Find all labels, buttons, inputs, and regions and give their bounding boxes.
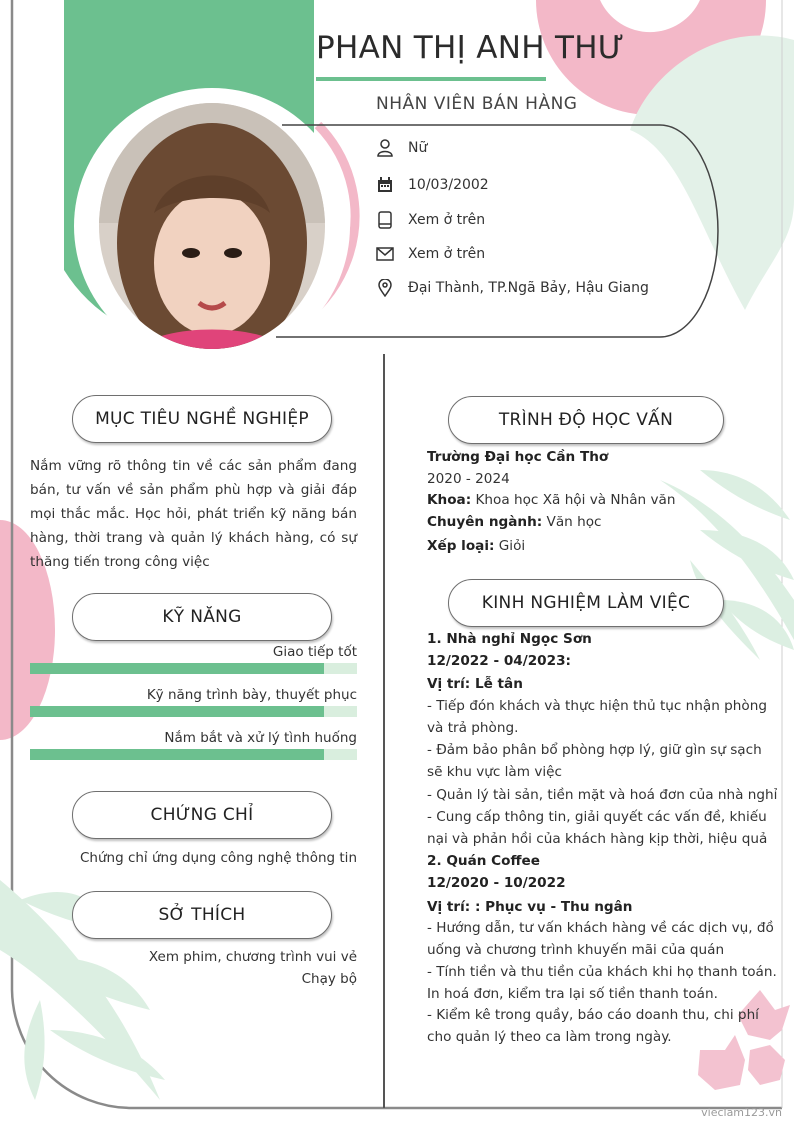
job-duty-line: In hoá đơn, kiểm tra lại số tiền thanh toán. [427,986,718,1002]
job-duty-line: - Đảm bảo phân bổ phòng hợp lý, giữ gìn sự sạch [427,742,762,758]
education-heading: TRÌNH ĐỘ HỌC VẤN [448,396,724,444]
skill-label: Giao tiếp tốt [272,644,357,660]
skill-bar-fill [30,749,324,760]
name-underline [316,77,546,81]
contact-gender [376,139,427,157]
mail-icon [376,245,394,263]
job-duty-line: - Tiếp đón khách và thực hiện thủ tục nhận phòng [427,698,767,714]
job-company: 2. Quán Coffee [427,853,540,869]
skill-label: Kỹ năng trình bày, thuyết phục [146,687,357,703]
job-duty-line: - Hướng dẫn, tư vấn khách hàng về các dịch vụ, đồ [427,920,774,936]
job-duty-line: - Quản lý tài sản, tiền mặt và hoá đơn của nhà nghỉ [427,787,778,803]
job-duty-line: uống và chương trình khuyến mãi của quán [427,942,725,958]
job-role: Vị trí: : Phục vụ - Thu ngân [427,899,633,915]
job-duty-line: - Cung cấp thông tin, giải quyết các vấn đề, khiếu [427,809,767,825]
education-years: 2020 - 2024 [427,471,510,487]
skills-heading: KỸ NĂNG [72,593,332,641]
experience-heading: KINH NGHIỆM LÀM VIỆC [448,579,724,627]
skill-bar-fill [30,663,324,674]
hobbies-heading: SỞ THÍCH [72,891,332,939]
job-duty-line: - Tính tiền và thu tiền của khách khi họ thanh toán. [427,964,777,980]
certificates-heading: CHỨNG CHỈ [72,791,332,839]
skill-bar-fill [30,706,324,717]
skill-label: Nắm bắt và xử lý tình huống [164,730,357,746]
objective-text: Nắm vững rõ thông tin về các sản phẩm đang bán, tư vấn về sản phẩm phù hợp và giải đáp mọi thắc mắc. Học hỏi, phát triển kỹ năng bán hàng, thời trang và quản lý khách hàng, có sự thăng tiến trong công việc [30,458,357,570]
address-value: Đại Thành, TP.Ngã Bảy, Hậu Giang [408,280,649,296]
contact-birthday [376,176,489,194]
job-duty-line: nại và phản hồi của khách hàng kịp thời, hiệu quả [427,831,768,847]
job-duty-line: cho quản lý theo ca làm trong ngày. [427,1029,672,1045]
contact-address [376,279,649,297]
certificate-item: Chứng chỉ ứng dụng công nghệ thông tin [80,850,357,866]
portrait-image [99,103,325,349]
job-role: Vị trí: Lễ tân [427,676,523,692]
candidate-name: PHAN THỊ ANH THƯ [316,30,625,66]
gender-value: Nữ [408,140,428,156]
job-duty-line: - Kiểm kê trong quầy, báo cáo doanh thu, chi phí [427,1007,759,1023]
job-company: 1. Nhà nghỉ Ngọc Sơn [427,631,592,647]
skill-bar [30,663,357,674]
objective-heading: MỤC TIÊU NGHỀ NGHIỆP [72,395,332,443]
job-duty-line: và trả phòng. [427,720,519,736]
calendar-icon [376,176,394,194]
job-title: NHÂN VIÊN BÁN HÀNG [376,94,578,114]
job-period: 12/2022 - 04/2023: [427,653,571,669]
education-faculty: Khoa: Khoa học Xã hội và Nhân văn [427,492,676,508]
contact-email [376,245,485,263]
skill-bar [30,749,357,760]
hobby-item: Chạy bộ [301,971,357,987]
contact-phone [376,211,485,229]
phone-value: Xem ở trên [408,212,486,228]
profile-photo [99,103,325,349]
education-rank: Xếp loại: Giỏi [427,538,526,554]
education-school: Trường Đại học Cần Thơ [427,449,609,465]
location-icon [376,279,394,297]
job-duty-line: sẽ khu vực làm việc [427,764,562,780]
email-value: Xem ở trên [408,246,486,262]
birthday-value: 10/03/2002 [408,177,489,193]
job-period: 12/2020 - 10/2022 [427,875,566,891]
watermark: vieclam123.vn [701,1106,782,1119]
hobby-item: Xem phim, chương trình vui vẻ [148,949,357,965]
person-icon [376,139,394,157]
skill-bar [30,706,357,717]
phone-icon [376,211,394,229]
education-major: Chuyên ngành: Văn học [427,514,602,530]
